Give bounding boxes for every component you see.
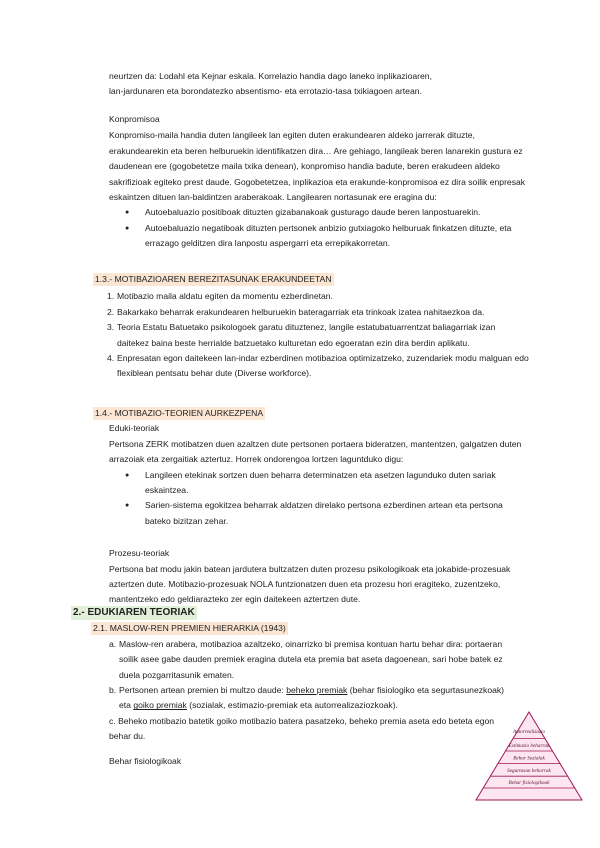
pyramid-level-label: Behar fisiologikoak: [508, 780, 550, 786]
list-item: c. Beheko motibazio batetik goiko motibazio batera pasatzeko, beheko premia aseta edo beteta egon behar du.: [109, 715, 495, 742]
list-item: 1. Motibazio maila aldatu egiten da momentu ezberdinetan.: [107, 291, 333, 302]
eduki-paragraph: Pertsona ZERK motibatzen duen azaltzen dute pertsonen portaera bideratzen, mantentzen, galgatzen duten arrazoiak eta zergaitiak aztertuz. Horrek ondorengoa lortzen laguntduko digu:: [109, 438, 522, 465]
section-1-3-heading: 1.3.- MOTIBAZIOAREN BEREZITASUNAK ERAKUNDEETAN: [95, 274, 332, 284]
section-1-3-list: [107, 289, 529, 381]
list-item: ● Langileen etekinak sortzen duen beharra determinatzen eta asetzen lagunduko duten sariak eskaintzea.: [119, 468, 529, 499]
eduki-bullet-list: [109, 468, 529, 530]
intro-text: [109, 69, 529, 100]
konpromisoa-section: [109, 112, 529, 252]
list-item: ● Autoebaluazio negatiboak dituzten pertsonek anbizio gutxiagoko helburuak finkatzen dituzte, eta errazago gelditzen dira lanpostu aspergarri eta errepikakorretan.: [119, 221, 529, 252]
eduki-title: Eduki-teoriak: [109, 423, 160, 434]
section-2-1-heading: 2.1. MASLOW-REN PREMIEN HIERARKIA (1943): [93, 623, 286, 634]
list-item: 3. Teoria Estatu Batuetako psikologoek garatu dituztenez, langile estatubatuarrentzat baliagarriak izan daitekez baina beste herrialde batzuetako kulturetan edo egoeratan ezin dira berdin aplikatu.: [107, 322, 496, 348]
intro-line-2: lan-jardunaren eta borondatezko absentismo- eta errotazio-tasa txikiagoen artean.: [109, 86, 422, 97]
section-2: [71, 605, 531, 769]
list-item: 4. Enpresatan egon daitekeen lan-indar ezberdinen motibazioa optimizatzeko, zuzendariek modu malguan edo flexiblean pentsatu behar dute (Diverse workforce).: [107, 353, 529, 379]
konpromisoa-paragraph: Konpromiso-maila handia duten langileek lan egiten duten erakundearen aldeko jarrerak dituzte, erakundearekin eta beren helburuekin identifikatzen dira… Are gehiago, langileak beren lanarekin gustura ez daudenean ere (gogobetetze maila txika denean), konpromiso handia badute, beren erakudeen aldeko sakrifizioak egiteko prest daude. Gogobetetzea, inplikazioa eta erakunde-konpromisoa ez dira soilik enpresak eskaintzen dituen lan-baldintzen araberakoak. Langilearen nortasunak ere eragina du:: [109, 130, 526, 203]
konpromisoa-title: Konpromisoa: [109, 114, 160, 124]
section-1-4-heading: 1.4.- MOTIBAZIO-TEORIEN AURKEZPENA: [95, 408, 264, 418]
list-item: b. Pertsonen artean premien bi multzo daude: beheko premiak (behar fisiologiko eta segurtasunezkoak) eta goiko premiak (sozialak, estimazio-premiak eta autorrealizaziozkoak).: [109, 685, 505, 711]
list-item: ● Autoebaluazio positiboak dituzten gizabanakoak gusturago daude beren lanpostuarekin.: [119, 205, 529, 220]
pyramid-level-label: Segurtasun beharrak: [507, 768, 551, 774]
konpromisoa-bullet-list: [109, 205, 529, 251]
section-1-3: [93, 272, 529, 382]
pyramid-level-label: Autorrealizazio: [512, 729, 546, 735]
intro-line-1: neurtzen da: Lodahl eta Kejnar eskala. Korrelazio handia dago laneko inplikazioaren,: [109, 71, 432, 81]
behar-fisiologikoak-title: Behar fisiologikoak: [109, 755, 182, 766]
section-2-heading: 2.- EDUKIAREN TEORIAK: [73, 607, 195, 618]
list-item: 2. Bakarkako beharrak erakundearen helburuekin bateragarriak eta trinkoak izatea nahitaezkoa da.: [107, 306, 485, 317]
maslow-list: [71, 637, 509, 745]
prozesu-paragraph: Pertsona bat modu jakin batean jardutera bultzatzen duten prozesu psikologikoak eta jokabide-prozesuak aztertzen dute. Motibazio-prozesuak NOLA funtzionatzen duen eta prozesu hori eragiteko, zuzentzeko, mantentzeko edo geldiarazteko zer egin daitekeen aztertzen dute.: [109, 563, 511, 605]
pyramid-level-label: Estimazio beharrak: [508, 743, 550, 749]
prozesu-title: Prozesu-teoriak: [109, 548, 170, 559]
pyramid-level-label: Behar Sozialak: [513, 755, 545, 762]
maslow-pyramid: [474, 710, 584, 802]
section-1-4: [93, 406, 529, 608]
list-item: ● Sarien-sistema egokitzea beharrak aldatzen direlako pertsona ezberdinen artean eta pertsona bateko bizitzan zehar.: [119, 498, 529, 529]
list-item: a. Maslow-ren arabera, motibazioa azaltzeko, oinarrizko bi premisa kontuan hartu behar dira: portaeran soilik asee gabe dauden premiek eragina dutela eta premia bat aseta dagoenean, sari hobe batek ez duela pozgarritasunik ematen.: [109, 638, 503, 680]
